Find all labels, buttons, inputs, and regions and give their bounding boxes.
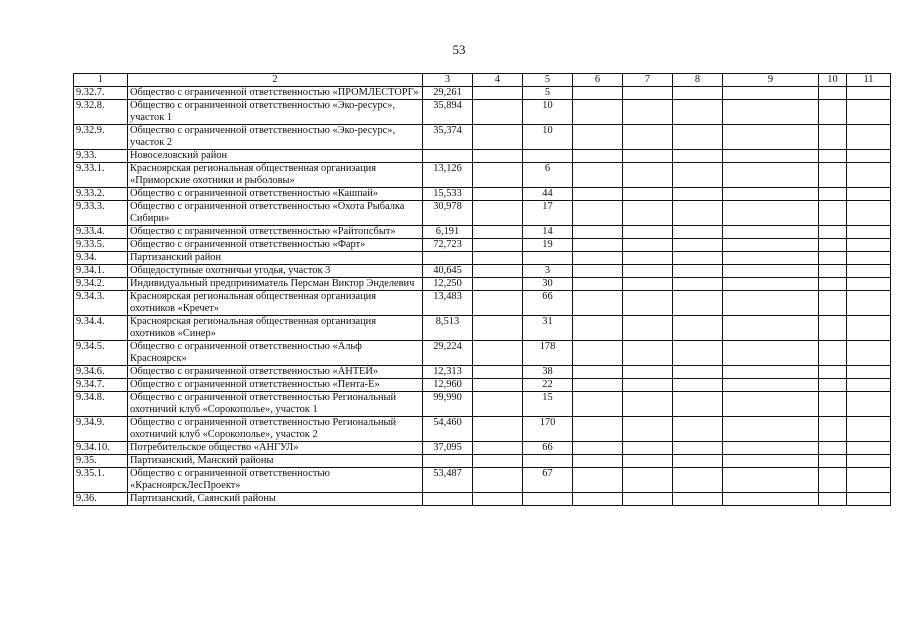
row-cell [673, 366, 723, 379]
row-quota: 44 [523, 188, 573, 201]
row-cell [723, 188, 819, 201]
row-cell [723, 278, 819, 291]
row-name: Общество с ограниченной ответственностью Региональный охотничий клуб «Сорокополье», участок 2 [128, 417, 423, 442]
row-cell [623, 201, 673, 226]
row-cell [847, 188, 891, 201]
row-cell [673, 163, 723, 188]
row-cell [819, 278, 847, 291]
row-cell [573, 468, 623, 493]
row-name: Красноярская региональная общественная организация «Приморские охотники и рыболовы» [128, 163, 423, 188]
row-quota [523, 493, 573, 506]
row-cell [673, 239, 723, 252]
row-cell [473, 341, 523, 366]
row-cell [473, 239, 523, 252]
row-cell [847, 455, 891, 468]
row-cell [673, 100, 723, 125]
column-header: 7 [623, 74, 673, 87]
row-number: 9.36. [74, 493, 128, 506]
row-cell [623, 417, 673, 442]
row-quota [523, 455, 573, 468]
row-quota: 6 [523, 163, 573, 188]
row-cell [819, 468, 847, 493]
table-row [74, 163, 891, 188]
row-cell [573, 226, 623, 239]
row-area: 35,894 [423, 100, 473, 125]
row-area [423, 150, 473, 163]
row-cell [623, 379, 673, 392]
row-cell [573, 417, 623, 442]
row-cell [847, 163, 891, 188]
data-table [73, 73, 891, 506]
row-cell [573, 278, 623, 291]
row-cell [573, 239, 623, 252]
row-cell [623, 341, 673, 366]
row-cell [847, 291, 891, 316]
row-area: 8,513 [423, 316, 473, 341]
row-cell [573, 455, 623, 468]
row-cell [723, 316, 819, 341]
column-header: 5 [523, 74, 573, 87]
row-name: Общество с ограниченной ответственностью Региональный охотничий клуб «Сорокополье», участок 1 [128, 392, 423, 417]
row-cell [819, 291, 847, 316]
table-row [74, 100, 891, 125]
row-cell [819, 455, 847, 468]
table-row [74, 226, 891, 239]
row-cell [847, 442, 891, 455]
row-name: Общество с ограниченной ответственностью «АНТЕЙ» [128, 366, 423, 379]
row-cell [673, 379, 723, 392]
row-cell [573, 100, 623, 125]
row-cell [623, 150, 673, 163]
row-cell [473, 252, 523, 265]
row-name: Партизанский, Саянский районы [128, 493, 423, 506]
row-cell [723, 468, 819, 493]
row-cell [573, 188, 623, 201]
column-header: 8 [673, 74, 723, 87]
table-row [74, 366, 891, 379]
row-name: Общество с ограниченной ответственностью «Эко-ресурс», участок 2 [128, 125, 423, 150]
row-cell [819, 87, 847, 100]
row-name: Потребительское общество «АНГУЛ» [128, 442, 423, 455]
row-cell [819, 265, 847, 278]
row-number: 9.34.3. [74, 291, 128, 316]
row-cell [847, 226, 891, 239]
row-cell [723, 201, 819, 226]
row-number: 9.33.3. [74, 201, 128, 226]
row-number: 9.34. [74, 252, 128, 265]
row-cell [673, 455, 723, 468]
row-cell [819, 379, 847, 392]
row-quota [523, 252, 573, 265]
row-cell [473, 278, 523, 291]
row-name: Общество с ограниченной ответственностью «КрасноярскЛесПроект» [128, 468, 423, 493]
row-quota: 5 [523, 87, 573, 100]
row-area: 53,487 [423, 468, 473, 493]
row-number: 9.34.9. [74, 417, 128, 442]
row-cell [623, 442, 673, 455]
table-row [74, 417, 891, 442]
row-cell [819, 493, 847, 506]
row-cell [723, 239, 819, 252]
row-quota [523, 150, 573, 163]
row-cell [723, 100, 819, 125]
row-cell [847, 150, 891, 163]
row-cell [819, 226, 847, 239]
row-name: Общедоступные охотничьи угодья, участок 3 [128, 265, 423, 278]
row-name: Общество с ограниченной ответственностью «Охота Рыбалка Сибири» [128, 201, 423, 226]
row-cell [819, 150, 847, 163]
table-row [74, 379, 891, 392]
row-cell [847, 278, 891, 291]
row-quota: 178 [523, 341, 573, 366]
table-row [74, 278, 891, 291]
row-area: 12,250 [423, 278, 473, 291]
row-area: 29,261 [423, 87, 473, 100]
row-cell [847, 239, 891, 252]
row-cell [847, 468, 891, 493]
row-cell [819, 188, 847, 201]
row-cell [473, 417, 523, 442]
row-cell [819, 201, 847, 226]
row-cell [673, 417, 723, 442]
row-cell [847, 201, 891, 226]
row-name: Общество с ограниченной ответственностью «Кашпай» [128, 188, 423, 201]
row-name: Общество с ограниченной ответственностью «Альф Красноярск» [128, 341, 423, 366]
table-row [74, 150, 891, 163]
row-cell [723, 442, 819, 455]
row-cell [623, 278, 673, 291]
row-cell [573, 252, 623, 265]
row-cell [723, 493, 819, 506]
row-cell [473, 493, 523, 506]
row-number: 9.33.2. [74, 188, 128, 201]
row-cell [623, 188, 673, 201]
row-cell [473, 316, 523, 341]
row-cell [623, 239, 673, 252]
column-header: 1 [74, 74, 128, 87]
row-number: 9.34.8. [74, 392, 128, 417]
row-cell [673, 265, 723, 278]
row-cell [723, 226, 819, 239]
row-cell [623, 163, 673, 188]
row-cell [623, 493, 673, 506]
row-cell [723, 291, 819, 316]
row-name: Общество с ограниченной ответственностью «ПРОМЛЕСТОРГ» [128, 87, 423, 100]
table-row [74, 265, 891, 278]
row-cell [819, 316, 847, 341]
table-row [74, 392, 891, 417]
row-cell [623, 291, 673, 316]
row-cell [673, 226, 723, 239]
column-header: 2 [128, 74, 423, 87]
row-cell [723, 87, 819, 100]
column-header: 3 [423, 74, 473, 87]
row-quota: 67 [523, 468, 573, 493]
row-name: Новоселовский район [128, 150, 423, 163]
row-quota: 3 [523, 265, 573, 278]
row-area: 6,191 [423, 226, 473, 239]
row-cell [723, 417, 819, 442]
row-number: 9.34.1. [74, 265, 128, 278]
row-cell [573, 392, 623, 417]
row-cell [573, 291, 623, 316]
row-cell [847, 379, 891, 392]
column-header: 6 [573, 74, 623, 87]
row-cell [623, 366, 673, 379]
row-cell [723, 392, 819, 417]
row-area [423, 455, 473, 468]
row-cell [573, 150, 623, 163]
row-cell [819, 341, 847, 366]
row-cell [847, 252, 891, 265]
row-number: 9.34.4. [74, 316, 128, 341]
row-cell [623, 468, 673, 493]
row-cell [573, 265, 623, 278]
row-area: 40,645 [423, 265, 473, 278]
row-cell [473, 125, 523, 150]
row-cell [673, 392, 723, 417]
row-cell [673, 125, 723, 150]
row-quota: 10 [523, 125, 573, 150]
row-cell [573, 201, 623, 226]
row-area: 37,095 [423, 442, 473, 455]
row-cell [473, 100, 523, 125]
table-row [74, 87, 891, 100]
row-cell [723, 341, 819, 366]
page-number: 53 [452, 42, 466, 57]
row-cell [819, 239, 847, 252]
row-number: 9.34.2. [74, 278, 128, 291]
row-number: 9.33. [74, 150, 128, 163]
row-cell [819, 442, 847, 455]
row-cell [573, 341, 623, 366]
row-cell [673, 150, 723, 163]
row-number: 9.33.4. [74, 226, 128, 239]
row-cell [847, 316, 891, 341]
row-area: 12,313 [423, 366, 473, 379]
row-cell [673, 341, 723, 366]
row-cell [673, 442, 723, 455]
row-area: 13,126 [423, 163, 473, 188]
row-cell [573, 442, 623, 455]
row-cell [623, 316, 673, 341]
row-cell [573, 87, 623, 100]
row-number: 9.35. [74, 455, 128, 468]
row-name: Партизанский район [128, 252, 423, 265]
row-cell [473, 455, 523, 468]
row-area: 99,990 [423, 392, 473, 417]
table-row [74, 201, 891, 226]
row-name: Общество с ограниченной ответственностью «Эко-ресурс», участок 1 [128, 100, 423, 125]
table-row [74, 125, 891, 150]
row-cell [673, 188, 723, 201]
row-cell [819, 366, 847, 379]
table-row [74, 455, 891, 468]
row-cell [473, 468, 523, 493]
row-area: 12,960 [423, 379, 473, 392]
row-cell [673, 278, 723, 291]
row-cell [847, 417, 891, 442]
row-area [423, 252, 473, 265]
row-cell [847, 366, 891, 379]
row-cell [673, 316, 723, 341]
row-cell [473, 201, 523, 226]
row-cell [819, 417, 847, 442]
row-quota: 30 [523, 278, 573, 291]
row-cell [623, 226, 673, 239]
row-cell [723, 366, 819, 379]
row-quota: 66 [523, 291, 573, 316]
row-cell [473, 150, 523, 163]
row-cell [819, 125, 847, 150]
row-cell [673, 252, 723, 265]
row-cell [847, 493, 891, 506]
row-number: 9.34.6. [74, 366, 128, 379]
table-row [74, 252, 891, 265]
row-number: 9.34.10. [74, 442, 128, 455]
row-cell [473, 87, 523, 100]
row-cell [623, 455, 673, 468]
row-number: 9.32.8. [74, 100, 128, 125]
row-area: 72,723 [423, 239, 473, 252]
row-cell [723, 150, 819, 163]
row-cell [819, 163, 847, 188]
row-quota: 66 [523, 442, 573, 455]
row-cell [847, 341, 891, 366]
row-cell [573, 366, 623, 379]
row-cell [847, 392, 891, 417]
row-number: 9.33.5. [74, 239, 128, 252]
row-name: Партизанский, Манский районы [128, 455, 423, 468]
row-cell [673, 291, 723, 316]
row-area [423, 493, 473, 506]
table-row [74, 341, 891, 366]
row-cell [723, 163, 819, 188]
row-cell [673, 87, 723, 100]
row-cell [623, 265, 673, 278]
table-row [74, 188, 891, 201]
row-name: Общество с ограниченной ответственностью «Райтопсбыт» [128, 226, 423, 239]
row-cell [623, 392, 673, 417]
column-header: 10 [819, 74, 847, 87]
row-quota: 38 [523, 366, 573, 379]
row-number: 9.34.5. [74, 341, 128, 366]
row-cell [473, 265, 523, 278]
row-number: 9.33.1. [74, 163, 128, 188]
table-row [74, 442, 891, 455]
row-quota: 14 [523, 226, 573, 239]
row-cell [847, 265, 891, 278]
row-quota: 22 [523, 379, 573, 392]
column-header: 4 [473, 74, 523, 87]
table-row [74, 493, 891, 506]
row-area: 13,483 [423, 291, 473, 316]
row-quota: 31 [523, 316, 573, 341]
row-cell [473, 366, 523, 379]
table-row [74, 316, 891, 341]
row-cell [473, 188, 523, 201]
row-name: Общество с ограниченной ответственностью «Фарт» [128, 239, 423, 252]
row-cell [473, 392, 523, 417]
table-row [74, 468, 891, 493]
row-name: Общество с ограниченной ответственностью «Пента-Е» [128, 379, 423, 392]
table-row [74, 291, 891, 316]
row-cell [623, 252, 673, 265]
row-number: 9.32.9. [74, 125, 128, 150]
row-cell [473, 379, 523, 392]
row-cell [573, 379, 623, 392]
row-area: 30,978 [423, 201, 473, 226]
row-number: 9.32.7. [74, 87, 128, 100]
row-quota: 170 [523, 417, 573, 442]
row-cell [473, 226, 523, 239]
row-area: 29,224 [423, 341, 473, 366]
row-name: Красноярская региональная общественная организация охотников «Синер» [128, 316, 423, 341]
row-cell [847, 125, 891, 150]
row-cell [573, 125, 623, 150]
row-quota: 17 [523, 201, 573, 226]
row-cell [723, 455, 819, 468]
row-number: 9.34.7. [74, 379, 128, 392]
row-area: 15,533 [423, 188, 473, 201]
row-cell [723, 252, 819, 265]
row-quota: 15 [523, 392, 573, 417]
row-cell [723, 265, 819, 278]
row-cell [573, 163, 623, 188]
row-cell [847, 100, 891, 125]
row-name: Индивидуальный предприниматель Персман Виктор Энделевич [128, 278, 423, 291]
row-quota: 10 [523, 100, 573, 125]
row-number: 9.35.1. [74, 468, 128, 493]
row-cell [723, 125, 819, 150]
row-cell [473, 291, 523, 316]
row-cell [819, 252, 847, 265]
row-cell [623, 125, 673, 150]
row-cell [819, 100, 847, 125]
row-cell [673, 201, 723, 226]
row-cell [473, 442, 523, 455]
row-area: 54,460 [423, 417, 473, 442]
row-area: 35,374 [423, 125, 473, 150]
row-cell [573, 316, 623, 341]
column-header: 9 [723, 74, 819, 87]
row-cell [473, 163, 523, 188]
table-body [74, 87, 891, 506]
row-cell [673, 493, 723, 506]
row-cell [623, 100, 673, 125]
table-header-row [74, 74, 891, 87]
column-header: 11 [847, 74, 891, 87]
table-row [74, 239, 891, 252]
row-cell [623, 87, 673, 100]
row-cell [573, 493, 623, 506]
row-cell [673, 468, 723, 493]
row-quota: 19 [523, 239, 573, 252]
row-name: Красноярская региональная общественная организация охотников «Кречет» [128, 291, 423, 316]
row-cell [847, 87, 891, 100]
row-cell [819, 392, 847, 417]
row-cell [723, 379, 819, 392]
